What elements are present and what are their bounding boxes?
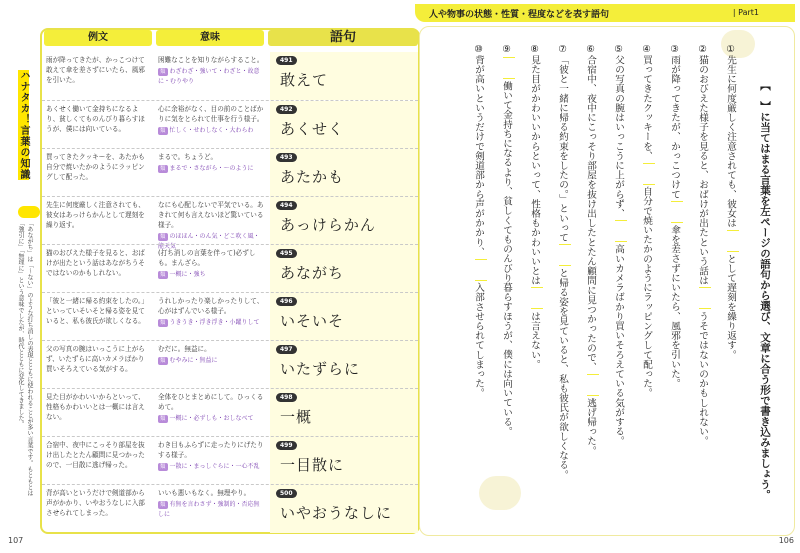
phrase-word: あっけらかん (280, 216, 376, 234)
phrase-cell (270, 341, 418, 389)
question-item (717, 44, 739, 494)
synonym-text: 忙しく・せわしなく・大わらわ (169, 127, 254, 134)
question-text: は言えない。 (529, 311, 540, 370)
question-text: ⑤父の写真の腕はいっこうに上がらず、 (613, 44, 624, 219)
question-text: 入部させられてしまった。 (473, 282, 484, 398)
example-sentence: 「彼と一緒に帰る約束をしたの。」といっていそいそと帰る姿を見ていると、私も彼氏が欲しくなる。 (46, 297, 148, 325)
phrase-number: 496 (276, 297, 297, 306)
synonyms (158, 164, 264, 174)
synonyms (158, 462, 264, 472)
right-header-part: | Part1 (732, 8, 759, 17)
synonyms (158, 270, 264, 280)
synonym-text: のほほん・のん気・どこ吹く風・能天気 (158, 233, 260, 250)
phrase-word: あながち (280, 264, 345, 282)
question-item (577, 44, 599, 494)
table-row (42, 484, 418, 532)
question-item (689, 44, 711, 494)
question-text: ⑩背が高いというだけで剣道部から声がかかり、 (473, 44, 484, 257)
phrase-cell (270, 52, 418, 100)
phrase-number: 493 (276, 153, 297, 162)
synonyms (158, 67, 264, 87)
example-sentence: 父の写真の腕はいっこうに上がらず、いたずらに高いカメラばかり買いそろえている気がする。 (46, 345, 145, 373)
answer-blank[interactable] (727, 230, 739, 252)
synonym-tag: 類 (160, 358, 166, 364)
phrase-word: 一目散に (280, 456, 345, 474)
meaning-text: いいも悪いもなく。無理やり。 (158, 489, 251, 497)
question-text: ④買ってきたクッキーを、 (641, 44, 652, 161)
answer-blank[interactable] (503, 57, 515, 79)
synonym-tag: 類 (160, 166, 166, 172)
phrase-word: いやおうなしに (280, 504, 393, 522)
question-item (633, 44, 655, 494)
meaning-cell (158, 152, 264, 194)
synonym-text: 一概に・必ずしも・おしなべて (169, 415, 254, 422)
cat-illustration-icon (479, 476, 521, 510)
synonyms (158, 500, 264, 520)
right-page (405, 0, 800, 553)
question-text: ⑨ (501, 44, 512, 55)
question-item (605, 44, 627, 494)
question-text: 逃げ帰った。 (585, 397, 596, 456)
question-text: ⑦「彼と一緒に帰る約束をしたの。」といって (557, 44, 568, 243)
table-row (42, 100, 418, 148)
synonym-tag: 類 (160, 502, 166, 508)
meaning-cell (158, 392, 264, 434)
meaning-cell (158, 488, 264, 530)
synonym-text: まるで・さながら・～のように (169, 165, 254, 172)
meaning-text: まるで。ちょうど。 (158, 153, 218, 161)
meaning-text: むだに。無益に。 (158, 345, 211, 353)
synonyms (158, 356, 264, 366)
synonym-text: うきうき・浮き浮き・小躍りして (169, 319, 260, 326)
phrase-word: あくせく (280, 120, 345, 138)
example-sentence: あくせく働いて金持ちになるより、貧しくてものんびり暮らすほうが、僕には向いている。 (46, 105, 145, 133)
example-sentence: 買ってきたクッキーを、あたかも自分で焼いたかのようにラッピングして配った。 (46, 153, 145, 181)
phrase-cell (270, 149, 418, 197)
phrase-number: 495 (276, 249, 297, 258)
meaning-text: 心に余裕がなく、目の前のことばかりに気をとられて仕事を行う様子。 (158, 105, 264, 123)
question-text: 傘を差さずにいたら、風邪を引いた。 (669, 225, 680, 389)
synonym-tag: 類 (160, 416, 166, 422)
table-row (42, 52, 418, 100)
table-header (42, 30, 418, 46)
phrase-cell (270, 101, 418, 149)
phrase-word: いたずらに (280, 360, 361, 378)
synonym-tag: 類 (160, 272, 166, 278)
header-phrase: 語句 (268, 30, 418, 46)
question-item (661, 44, 683, 494)
meaning-cell (158, 440, 264, 482)
question-text: ②猫のおびえた様子を見ると、おばけが出たという話は (697, 44, 708, 286)
question-text: ①先生に何度厳しく注意されても、彼女は (725, 44, 736, 228)
question-text: 働いて金持ちになるより、貧しくてものんびり暮らすほうが、僕には向いている。 (501, 81, 512, 437)
side-note-title: ハナタカ！言葉の知識 (18, 70, 29, 180)
phrase-number: 500 (276, 489, 297, 498)
meaning-text: なにも心配しないで平気でいる。あきれて何も言えないほど驚いている様子。 (158, 201, 264, 229)
example-sentence: 猫のおびえた様子を見ると、おばけが出たという話はあながちうそではないのかもしれない。 (46, 249, 145, 277)
vocabulary-table (40, 28, 420, 534)
phrase-cell (270, 389, 418, 437)
side-note (6, 70, 36, 510)
page-number-right: 106 (778, 536, 794, 545)
phrase-word: 一概 (280, 408, 313, 426)
cat-illustration-icon (18, 206, 40, 218)
table-row (42, 196, 418, 250)
answer-blank[interactable] (475, 259, 487, 281)
page-number-left: 107 (8, 536, 24, 545)
synonym-text: わざわざ・強いて・わざと・故意に・むりやり (158, 68, 260, 85)
meaning-text: うれしかったり楽しかったりして、心がはずんでいる様子。 (158, 297, 264, 315)
question-text: と帰る姿を見ていると、私も彼氏が欲しくなる。 (557, 268, 568, 480)
question-text: ⑥合宿中、夜中にこっそり部屋を抜け出したとたん顧問に見つかったので、 (585, 44, 596, 372)
question-text: ⑧見た目がかわいいからといって、性格もかわいいとは (529, 44, 540, 286)
header-example: 例文 (44, 30, 152, 46)
answer-blank[interactable] (615, 220, 627, 242)
phrase-cell (270, 197, 418, 245)
meaning-cell (158, 200, 264, 250)
synonyms (158, 414, 264, 424)
synonym-tag: 類 (160, 320, 166, 326)
phrase-cell (270, 245, 418, 293)
question-text: として遅刻を繰り返す。 (725, 253, 736, 360)
synonyms (158, 318, 264, 328)
question-text: 自分で焼いたかのようにラッピングして配った。 (641, 186, 652, 398)
meaning-cell (158, 344, 264, 386)
right-header (415, 4, 795, 22)
synonym-text: 一散に・まっしぐらに・一心不乱 (169, 463, 260, 470)
side-note-text: 「あながち」は「～ない」のような打ち消しの表現とともに使われることが多い言葉です。もともとは「強引に」「無理に」という意味でしたが、時代とともに変化してきました。 (17, 220, 33, 496)
phrase-number: 498 (276, 393, 297, 402)
example-sentence: 見た目がかわいいからといって、性格もかわいいとは一概には言えない。 (46, 393, 145, 421)
meaning-text: (打ち消しの言葉を伴って)必ずしも。まんざら。 (158, 249, 256, 267)
example-sentence: 背が高いというだけで剣道部から声がかかり、いやおうなしに入部させられてしまった。 (46, 489, 145, 517)
question-text: ③雨が降ってきたが、かっこつけて (669, 44, 680, 199)
answer-blank[interactable] (559, 244, 571, 266)
question-text: 高いカメラばかり買いそろえている気がする。 (613, 244, 624, 446)
instruction-text: 【 】に当てはまる言葉を左ページの語句から選び、文章に合う形で書き込みましょう。 (759, 80, 771, 500)
table-row (42, 388, 418, 436)
phrase-word: あたかも (280, 168, 345, 186)
question-item (493, 44, 515, 494)
phrase-word: 敢えて (280, 71, 329, 89)
synonym-tag: 類 (160, 464, 166, 470)
synonym-text: 一概に・強ち (169, 271, 206, 278)
phrase-word: いそいそ (280, 312, 345, 330)
answer-blank[interactable] (587, 374, 599, 396)
table-row (42, 148, 418, 196)
phrase-number: 499 (276, 441, 297, 450)
meaning-cell (158, 104, 264, 146)
table-row (42, 340, 418, 388)
meaning-text: わき目もふらずに走ったりにげたりする様子。 (158, 441, 264, 459)
phrase-number: 494 (276, 201, 297, 210)
table-row (42, 436, 418, 484)
synonym-tag: 類 (160, 69, 166, 75)
phrase-cell (270, 437, 418, 485)
synonym-tag: 類 (160, 128, 166, 134)
phrase-number: 492 (276, 105, 297, 114)
phrase-number: 497 (276, 345, 297, 354)
answer-blank[interactable] (643, 163, 655, 185)
question-item (521, 44, 543, 494)
question-item (549, 44, 571, 494)
example-sentence: 合宿中、夜中にこっそり部屋を抜け出したとたん顧問に見つかったので、一目散に逃げ帰った。 (46, 441, 145, 469)
phrase-cell (270, 485, 418, 533)
example-sentence: 雨が降ってきたが、かっこつけて敢えて傘を差さずにいたら、風邪を引いた。 (46, 56, 145, 84)
phrase-number: 491 (276, 56, 297, 65)
meaning-cell (158, 248, 264, 290)
meaning-cell (158, 55, 264, 97)
right-header-title: 人や物事の状態・性質・程度などを表す語句 (429, 10, 610, 20)
meaning-cell (158, 296, 264, 338)
phrase-cell (270, 293, 418, 341)
answer-blank[interactable] (531, 287, 543, 309)
synonym-tag: 類 (160, 234, 166, 240)
synonyms (158, 126, 264, 136)
header-meaning: 意味 (156, 30, 264, 46)
meaning-text: 全体をひとまとめにして。ひっくるめて。 (158, 393, 264, 411)
meaning-text: 困難なことを知りながらすること。 (158, 56, 264, 64)
example-sentence: 先生に何度厳しく注意されても、彼女はあっけらかんとして遅刻を繰り返す。 (46, 201, 145, 229)
question-item (465, 44, 487, 494)
synonym-text: むやみに・無益に (169, 357, 218, 364)
question-text: うそではないのかもしれない。 (697, 311, 708, 446)
table-row (42, 244, 418, 292)
synonym-text: 有無を言わさず・強制的・否応無しに (158, 501, 260, 518)
answer-blank[interactable] (671, 201, 683, 223)
table-row (42, 292, 418, 340)
answer-blank[interactable] (699, 287, 711, 309)
